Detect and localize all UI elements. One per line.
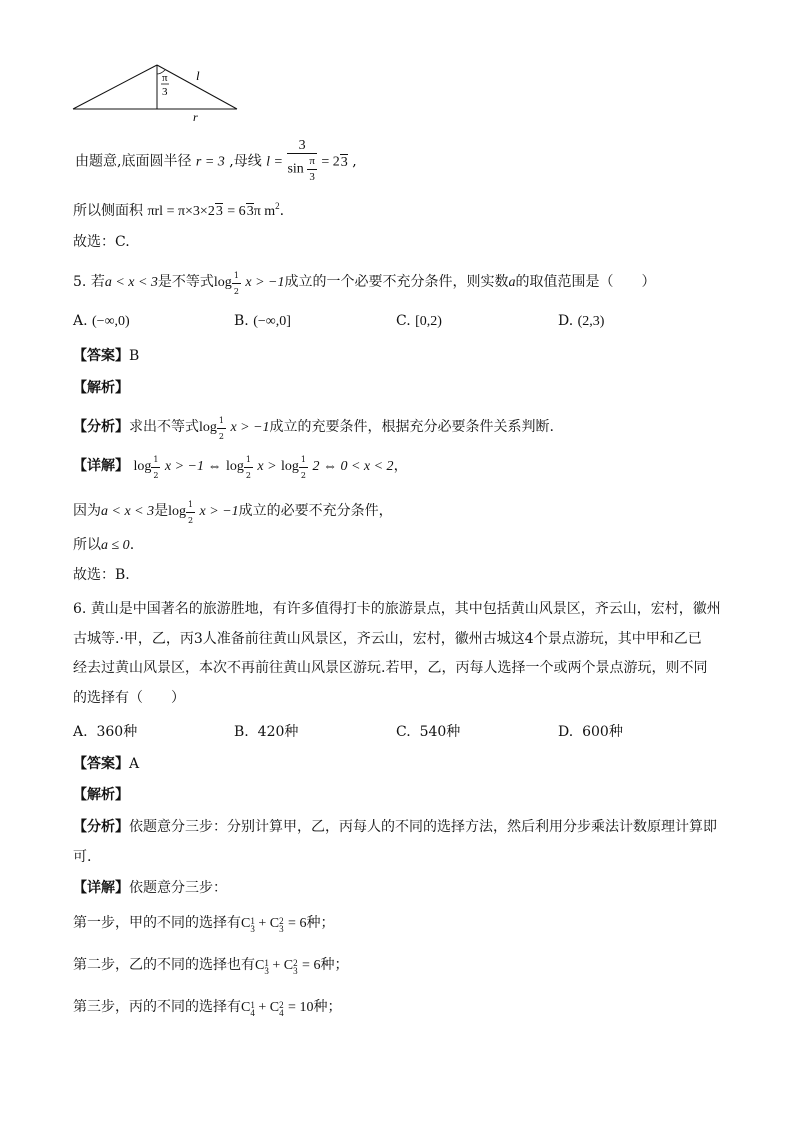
q5-stem-log: log	[213, 275, 232, 290]
q5-choice: 故选：B.	[73, 567, 130, 583]
q5-so-a: 所以	[73, 537, 101, 553]
q6-option-d-label: D.	[558, 724, 574, 740]
q5-xj-1: x > −1 ⇔	[164, 459, 222, 474]
q5-answer-tag: 【答案】	[73, 348, 129, 364]
q6-stem-line-1	[73, 599, 721, 619]
q6-option-d-value: 600种	[582, 724, 623, 740]
q5-option-c[interactable]	[396, 311, 442, 332]
prev-line-2	[73, 196, 284, 222]
q5-so	[73, 535, 134, 556]
q5-option-a-label: A.	[73, 313, 88, 329]
q5-fenxi-log: log	[199, 420, 217, 435]
prev-line1-mid: ,母线	[229, 153, 262, 170]
prev-line2-expr-a: πrl = π×3×2	[147, 204, 215, 219]
prev-line2-sup: 2	[275, 201, 280, 211]
q6-step1-plus: +	[254, 916, 270, 931]
q6-xiangjie-tag: 【详解】	[73, 880, 129, 896]
q5-option-d-value: (2,3)	[577, 314, 605, 329]
prev-line1-den-3: 3	[309, 171, 315, 183]
q5-xiangjie	[73, 452, 408, 483]
q6-step3-plus: +	[254, 1000, 270, 1015]
angle-label-den: 3	[162, 86, 168, 98]
q6-fenxi-line-2: 可.	[73, 849, 92, 865]
q5-answer	[73, 346, 139, 366]
q5-stem-var: a	[508, 275, 516, 290]
q5-xj-3: 2 ⇔ 0 < x < 2	[312, 459, 394, 474]
prev-line2-end: .	[279, 203, 285, 219]
prev-line1-l: l =	[266, 154, 284, 170]
prev-line1-res: = 2	[321, 154, 340, 170]
q6-option-a-value: 360种	[96, 724, 138, 740]
prev-line1-root: 3	[340, 154, 348, 170]
q6-stem-line-3: 经去过黄山风景区，本次不再前往黄山风景区游玩.若甲，乙，丙每人选择一个或两个景点游玩，则不同	[73, 660, 708, 676]
q5-xj-2: x >	[257, 459, 277, 474]
q5-stem-a: 若	[90, 274, 105, 290]
q5-fenxi-b: 成立的充要条件，根据充分必要条件关系判断.	[269, 419, 554, 435]
q5-option-b[interactable]	[234, 311, 291, 332]
q6-option-b-value: 420种	[257, 724, 299, 740]
q6-answer-value: A	[129, 756, 140, 772]
q6-xiangjie	[73, 878, 227, 898]
q5-xj-log3: log	[281, 459, 299, 474]
prev-line1-num: 3	[287, 138, 316, 154]
prev-line1-r: r = 3	[195, 154, 225, 170]
cone-section-figure	[70, 60, 250, 122]
q6-answer-tag: 【答案】	[73, 756, 129, 772]
q5-because-b: 是	[154, 503, 169, 519]
q6-step2-plus: +	[268, 958, 284, 973]
q5-stem-c: 成立的一个必要不充分条件，则实数	[284, 274, 509, 290]
q6-option-b[interactable]	[234, 722, 298, 742]
q6-step2-res: = 6	[302, 958, 321, 973]
q5-stem-ineq: x > −1	[245, 275, 285, 290]
q5-so-expr: a ≤ 0	[101, 538, 130, 553]
prev-line1-den-pi: π	[307, 154, 317, 170]
q6-fenxi-text-1: 依题意分三步：分别计算甲，乙，丙每人的不同的选择方法，然后利用分步乘法计数原理计算即	[129, 819, 717, 835]
q6-step1-res: = 6	[288, 916, 307, 931]
prev-line2-root-a: 3	[215, 204, 223, 219]
q5-because-log: log	[168, 504, 186, 519]
q5-because-base: $\frac{1}{2}$	[186, 497, 195, 528]
prev-line2-prefix: 所以侧面积	[73, 203, 143, 219]
q6-step3-res: = 10	[288, 1000, 314, 1015]
q5-option-a-value: (−∞,0)	[92, 314, 130, 329]
q6-step2-c1: C $_{1 3}$	[255, 958, 269, 976]
q5-xj-base3: $\frac{1}{2}$	[299, 452, 308, 483]
prev-line1-den-sin: sin	[287, 161, 304, 177]
q5-option-d[interactable]	[558, 311, 604, 332]
q5-number: 5.	[73, 274, 87, 290]
q5-xj-end: ，	[393, 458, 408, 474]
q6-stem-text-1: 黄山是中国著名的旅游胜地，有许多值得打卡的旅游景点，其中包括黄山风景区，齐云山，宏村，徽州	[90, 601, 721, 617]
q6-stem-line-2: 古城等.·甲，乙，丙3人准备前往黄山风景区，齐云山，宏村，徽州古城这4个景点游玩，其中甲和乙已	[73, 631, 702, 647]
q5-xj-log1: log	[133, 459, 152, 474]
q5-option-d-label: D.	[558, 313, 574, 329]
radius-label: r	[193, 110, 198, 122]
q5-option-c-value: [0,2)	[415, 314, 442, 329]
angle-label-num: π	[162, 72, 168, 84]
q6-option-a[interactable]	[73, 722, 137, 742]
q6-step2-end: 种；	[320, 957, 349, 973]
q5-stem-d: 的取值范围是（ ）	[515, 274, 656, 290]
q5-xj-log2: log	[225, 459, 244, 474]
q5-fenxi-tag: 【分析】	[73, 419, 129, 435]
q6-step-1	[73, 913, 334, 939]
q6-step2-c2: C $_{2 3}$	[283, 958, 298, 976]
q6-stem-line-4: 的选择有（ ）	[73, 690, 185, 706]
q6-fenxi-tag: 【分析】	[73, 819, 129, 835]
q5-because-cond: a < x < 3	[101, 504, 155, 519]
prev-line2-expr-b: = 6	[227, 204, 246, 219]
q5-so-end: .	[129, 537, 135, 553]
q5-option-a[interactable]	[73, 311, 130, 332]
q5-fenxi-ineq: x > −1	[230, 420, 270, 435]
q6-step3-c1: C $_{1 4}$	[241, 1000, 255, 1018]
prev-line2-root-b: 3	[246, 204, 254, 219]
q6-option-a-label: A.	[73, 724, 88, 740]
prev-line-1	[75, 138, 357, 185]
q5-xiangjie-tag: 【详解】	[73, 458, 129, 474]
q6-step1-c1: C $_{1 3}$	[241, 916, 255, 934]
prev-line1-fraction	[287, 138, 316, 185]
q5-stem-cond: a < x < 3	[104, 275, 158, 290]
q5-fenxi	[73, 413, 554, 444]
q6-option-d[interactable]	[558, 722, 623, 742]
q6-option-c[interactable]	[396, 722, 460, 742]
q6-step3-c2: C $_{2 4}$	[269, 1000, 284, 1018]
q5-xj-base1: $\frac{1}{2}$	[151, 452, 160, 483]
q5-fenxi-a: 求出不等式	[129, 419, 199, 435]
q6-step3-end: 种；	[313, 999, 342, 1015]
q5-because-c: 成立的必要不充分条件，	[238, 503, 393, 519]
q5-stem-b: 是不等式	[157, 274, 214, 290]
q5-because-ineq: x > −1	[199, 504, 239, 519]
prev-choice: 故选：C.	[73, 234, 130, 250]
q5-because-a: 因为	[73, 503, 101, 519]
q6-step2-text: 第二步，乙的不同的选择也有	[73, 957, 255, 973]
q6-option-b-label: B.	[234, 724, 249, 740]
q6-fenxi-line-1	[73, 817, 717, 837]
q5-because	[73, 497, 393, 528]
q6-step-2	[73, 955, 348, 981]
prev-line2-expr-c: π m	[253, 204, 276, 219]
q6-option-c-value: 540种	[419, 724, 461, 740]
q5-stem-log-base: $\frac{1}{2}$	[232, 268, 241, 299]
q5-xj-base2: $\frac{1}{2}$	[244, 452, 253, 483]
q5-stem	[73, 268, 655, 299]
q5-answer-value: B	[129, 348, 140, 364]
slant-left	[73, 65, 157, 109]
q6-step-3	[73, 997, 341, 1023]
q6-xiangjie-text: 依题意分三步：	[129, 880, 227, 896]
q6-step1-end: 种；	[306, 915, 335, 931]
q5-option-b-value: (−∞,0]	[253, 314, 291, 329]
slant-label: l	[196, 68, 200, 83]
q6-answer	[73, 754, 139, 774]
q5-fenxi-log-base: $\frac{1}{2}$	[217, 413, 226, 444]
q5-option-b-label: B.	[234, 313, 249, 329]
q6-step1-text: 第一步，甲的不同的选择有	[73, 915, 241, 931]
q6-step1-c2: C $_{2 3}$	[269, 916, 284, 934]
q6-step3-text: 第三步，丙的不同的选择有	[73, 999, 241, 1015]
q6-jiexi: 【解析】	[73, 787, 129, 803]
q5-jiexi: 【解析】	[73, 380, 129, 396]
prev-line1-den	[287, 154, 316, 185]
prev-line1-den-frac	[307, 154, 317, 185]
prev-line1-end: ,	[352, 153, 357, 170]
q6-number: 6.	[73, 601, 87, 617]
prev-line1-prefix: 由题意,底面圆半径	[75, 153, 192, 170]
q5-option-c-label: C.	[396, 313, 411, 329]
q6-option-c-label: C.	[396, 724, 411, 740]
